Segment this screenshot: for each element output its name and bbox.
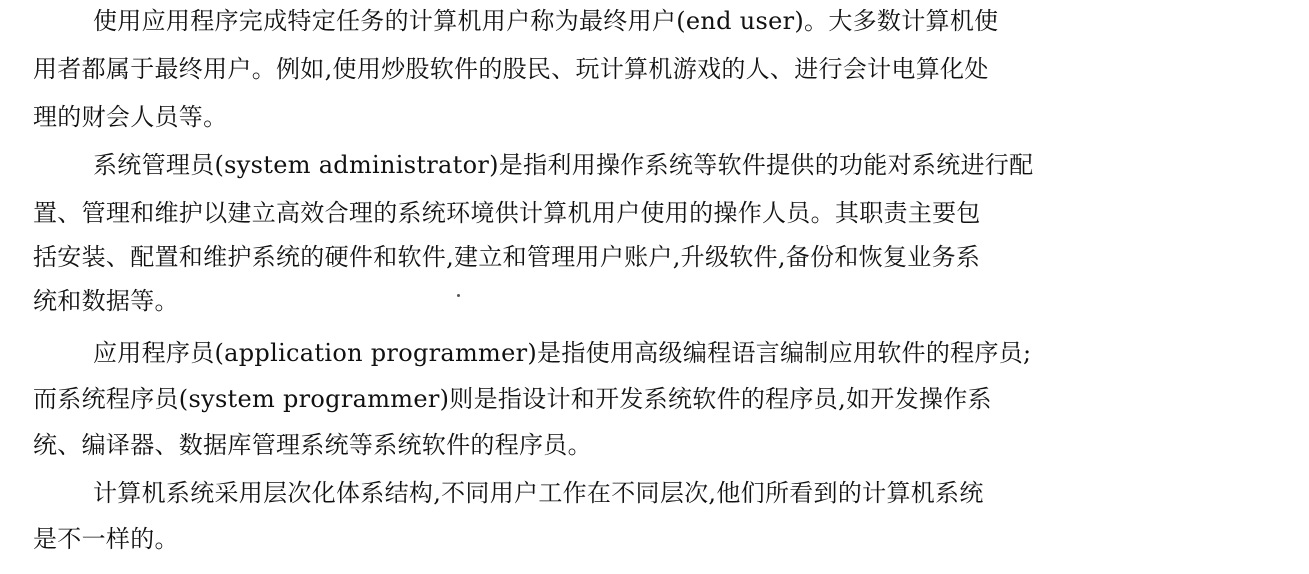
text-line: 而系统程序员(system programmer)则是指设计和开发系统软件的程序员,如开发操作系 <box>33 385 992 413</box>
text-line: 用者都属于最终用户。例如,使用炒股软件的股民、玩计算机游戏的人、进行会计电算化处 <box>33 55 989 83</box>
text-line: 统和数据等。 <box>33 287 179 315</box>
text-line: 统、编译器、数据库管理系统等系统软件的程序员。 <box>33 431 592 459</box>
scan-speck <box>457 294 460 297</box>
text-line: 系统管理员(system administrator)是指利用操作系统等软件提供的功能对系统进行配 <box>93 151 1034 179</box>
text-line: 理的财会人员等。 <box>33 103 228 131</box>
text-line: 置、管理和维护以建立高效合理的系统环境供计算机用户使用的操作人员。其职责主要包 <box>33 199 981 227</box>
text-line: 应用程序员(application programmer)是指使用高级编程语言编制应用软件的程序员; <box>93 339 1032 367</box>
text-line: 计算机系统采用层次化体系结构,不同用户工作在不同层次,他们所看到的计算机系统 <box>93 479 984 507</box>
text-line: 是不一样的。 <box>33 525 179 553</box>
text-line: 括安装、配置和维护系统的硬件和软件,建立和管理用户账户,升级软件,备份和恢复业务系 <box>33 243 981 271</box>
text-line: 使用应用程序完成特定任务的计算机用户称为最终用户(end user)。大多数计算机使 <box>93 7 999 35</box>
